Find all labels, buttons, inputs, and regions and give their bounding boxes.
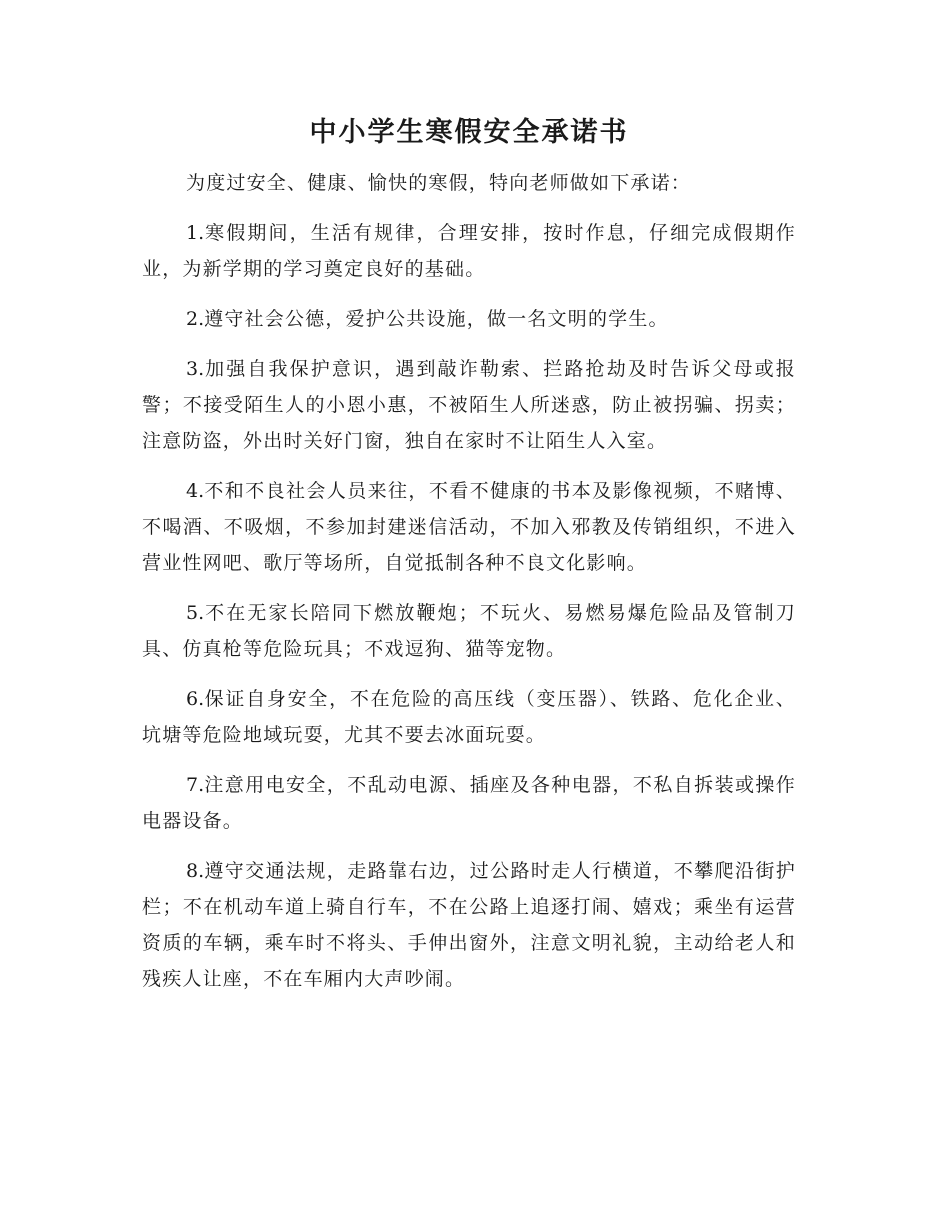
item-text: 保证自身安全，不在危险的高压线（变压器）、铁路、危化企业、坑塘等危险地域玩耍，尤其不要去冰面玩耍。 [142, 688, 796, 746]
commitment-item-7 [142, 767, 796, 839]
commitment-item-3 [142, 351, 796, 459]
item-text: 不在无家长陪同下燃放鞭炮；不玩火、易燃易爆危险品及管制刀具、仿真枪等危险玩具；不戏逗狗、猫等宠物。 [142, 602, 796, 660]
item-number: 4. [186, 480, 205, 502]
commitment-item-5 [142, 595, 796, 667]
item-text: 不和不良社会人员来往，不看不健康的书本及影像视频，不赌博、不喝酒、不吸烟，不参加封建迷信活动，不加入邪教及传销组织，不进入营业性网吧、歌厅等场所，自觉抵制各种不良文化影响。 [142, 480, 796, 574]
document-title: 中小学生寒假安全承诺书 [309, 117, 629, 148]
commitment-item-8 [142, 853, 796, 997]
item-number: 8. [186, 860, 205, 882]
document-page [142, 0, 796, 997]
item-text: 遵守社会公德，爱护公共设施，做一名文明的学生。 [204, 308, 669, 330]
commitment-item-4 [142, 473, 796, 581]
item-text: 注意用电安全，不乱动电源、插座及各种电器，不私自拆装或操作电器设备。 [142, 774, 796, 832]
item-number: 2. [186, 308, 205, 330]
item-text: 加强自我保护意识，遇到敲诈勒索、拦路抢劫及时告诉父母或报警；不接受陌生人的小恩小惠，不被陌生人所迷惑，防止被拐骗、拐卖；注意防盗，外出时关好门窗，独自在家时不让陌生人入室。 [142, 358, 796, 452]
commitment-item-2 [142, 301, 796, 337]
item-text: 遵守交通法规，走路靠右边，过公路时走人行横道，不攀爬沿街护栏；不在机动车道上骑自行车，不在公路上追逐打闹、嬉戏；乘坐有运营资质的车辆，乘车时不将头、手伸出窗外，注意文明礼貌，主动给老人和残疾人让座，不在车厢内大声吵闹。 [142, 860, 796, 990]
item-number: 7. [186, 774, 205, 796]
item-number: 6. [186, 688, 205, 710]
item-text: 寒假期间，生活有规律，合理安排，按时作息，仔细完成假期作业，为新学期的学习奠定良好的基础。 [142, 222, 796, 280]
item-number: 5. [186, 602, 205, 624]
item-number: 1. [186, 222, 205, 244]
intro-paragraph: 为度过安全、健康、愉快的寒假，特向老师做如下承诺： [186, 172, 692, 194]
item-number: 3. [186, 358, 205, 380]
commitment-item-6 [142, 681, 796, 753]
commitment-item-1 [142, 215, 796, 287]
